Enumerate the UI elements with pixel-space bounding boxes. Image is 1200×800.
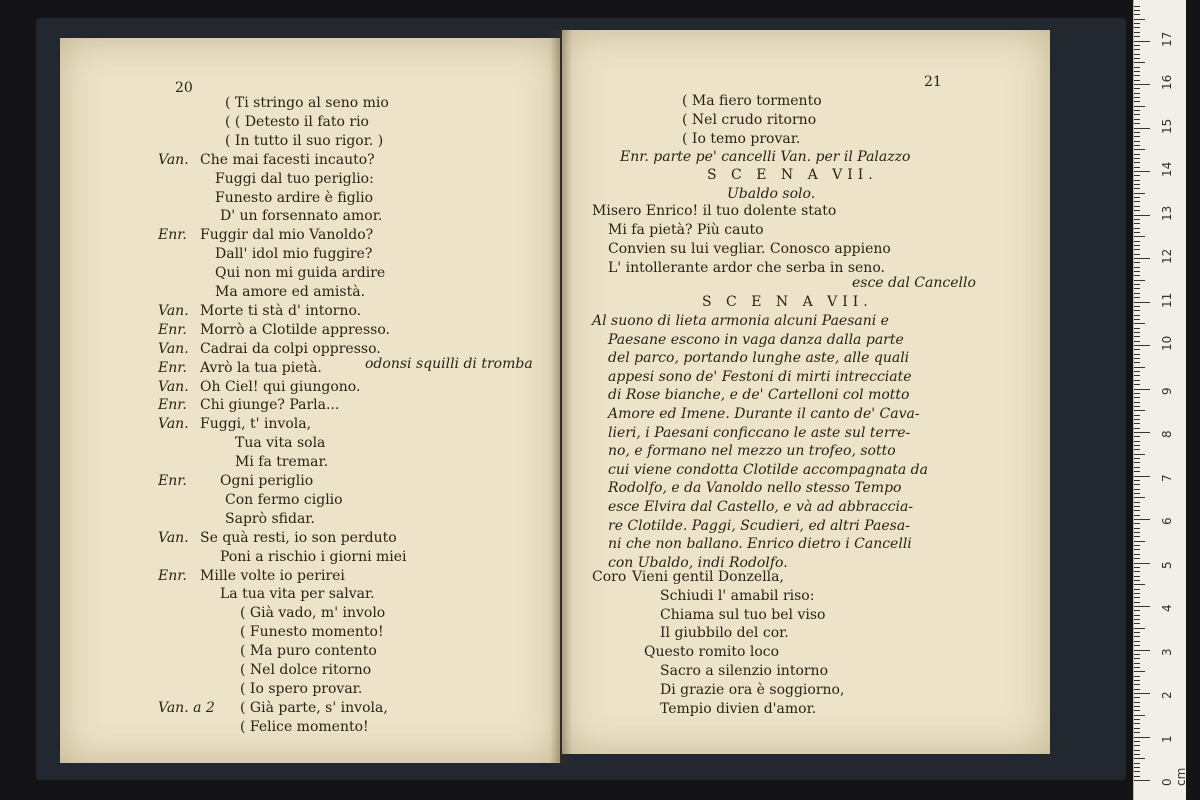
ruler-tick [1134, 645, 1140, 646]
ruler-tick [1134, 27, 1140, 28]
verse-line: Misero Enrico! il tuo dolente stato [592, 203, 837, 219]
verse-line: Se quà resti, io son perduto [200, 529, 397, 546]
ruler-tick [1134, 584, 1145, 585]
ruler-tick [1134, 271, 1140, 272]
ruler-tick [1134, 428, 1140, 429]
stage-direction-line: Paesane escono in vaga danza dalla parte [608, 331, 904, 348]
ruler-tick [1134, 49, 1140, 50]
verse-line: ( Nel dolce ritorno [240, 662, 372, 678]
ruler-tick [1134, 319, 1140, 320]
verse-line: Saprò sfidar. [225, 510, 315, 527]
book-gutter [550, 30, 572, 765]
speaker-label: Enr. [158, 473, 187, 489]
ruler-tick [1134, 632, 1140, 633]
verse-line: ( Nel crudo ritorno [682, 112, 817, 128]
verse-line: ( In tutto il suo rigor. ) [225, 132, 384, 149]
ruler-tick [1134, 228, 1140, 229]
ruler-tick [1134, 245, 1140, 246]
ruler-tick [1134, 162, 1140, 163]
ruler-tick [1134, 650, 1150, 651]
ruler-label: 3 [1160, 647, 1174, 656]
verse-line: Il giubbilo del cor. [660, 625, 789, 642]
stage-direction: odonsi squilli di tromba [365, 355, 533, 372]
verse-line: Ma amore ed amistà. [215, 284, 366, 300]
ruler-tick [1134, 141, 1140, 142]
stage-direction-line: Rodolfo, e da Vanoldo nello stesso Tempo [608, 480, 902, 497]
stage-direction-line: di Rose bianche, e de' Cartelloni col motto [608, 387, 910, 404]
ruler-tick [1134, 441, 1140, 442]
ruler-tick [1134, 471, 1140, 472]
ruler-tick [1134, 132, 1140, 133]
ruler-tick [1134, 184, 1140, 185]
ruler-tick [1134, 45, 1140, 46]
ruler-tick [1134, 558, 1140, 559]
ruler-tick [1134, 249, 1140, 250]
verse-line: Di grazie ora è soggiorno, [660, 681, 845, 698]
ruler-label: 0 cm [1160, 767, 1188, 786]
stage-direction-line: con Ubaldo, indi Rodolfo. [608, 554, 788, 571]
ruler-tick [1134, 384, 1140, 385]
ruler-tick [1134, 110, 1140, 111]
ruler-tick [1134, 288, 1140, 289]
ruler-tick [1134, 219, 1140, 220]
verse-line: Poni a rischio i giorni miei [220, 548, 407, 565]
verse-line: Avrò la tua pietà. [200, 359, 322, 376]
ruler-tick [1134, 402, 1140, 403]
verse-line: Dall' idol mio fuggire? [215, 246, 373, 263]
ruler-tick [1134, 541, 1145, 542]
ruler-tick [1134, 697, 1140, 698]
ruler-tick [1134, 88, 1140, 89]
verse-line: Qui non mi guida ardire [215, 265, 386, 282]
verse-line: Chiama sul tuo bel viso [660, 606, 826, 623]
ruler-tick [1134, 397, 1140, 398]
ruler-tick [1134, 297, 1140, 298]
ruler-tick [1134, 362, 1140, 363]
ruler-tick [1134, 754, 1140, 755]
ruler-tick [1134, 136, 1140, 137]
ruler-tick [1134, 341, 1140, 342]
ruler-tick [1134, 310, 1140, 311]
ruler-tick [1134, 554, 1140, 555]
ruler-tick [1134, 758, 1145, 759]
verse-line: ( Felice momento! [240, 718, 369, 735]
speaker-label: Van. [158, 378, 189, 395]
ruler-tick [1134, 589, 1140, 590]
ruler-tick [1134, 201, 1140, 202]
ruler-tick [1134, 667, 1140, 668]
speaker-label: Van. [158, 529, 189, 546]
ruler-tick [1134, 236, 1145, 237]
ruler-tick [1134, 23, 1140, 24]
verse-line: ( Ma fiero tormento [682, 93, 822, 109]
ruler-tick [1134, 458, 1140, 459]
ruler-tick [1134, 771, 1140, 772]
scene-heading: S C E N A VII. [707, 167, 878, 183]
ruler-tick [1134, 354, 1140, 355]
ruler-tick [1134, 449, 1140, 450]
ruler-tick [1134, 371, 1140, 372]
ruler-tick [1134, 258, 1150, 259]
speaker-label: Enr. [158, 397, 187, 414]
verse-line: ( Ma puro contento [240, 643, 377, 660]
ruler-tick [1134, 628, 1145, 629]
stage-direction-line: del parco, portando lunghe aste, alle quali [608, 350, 910, 367]
speaker-label: Van. [158, 340, 189, 357]
ruler-tick [1134, 67, 1140, 68]
ruler-label: 6 [1160, 517, 1174, 525]
ruler-label: 9 [1160, 386, 1174, 395]
speaker-label: Van. [158, 151, 189, 168]
verse-line: Schiudi l' amabil riso: [660, 587, 815, 604]
ruler-tick [1134, 393, 1140, 394]
ruler-tick [1134, 610, 1140, 611]
ruler-tick [1134, 145, 1140, 146]
ruler-tick [1134, 93, 1140, 94]
ruler-tick [1134, 375, 1140, 376]
ruler-tick [1134, 780, 1150, 781]
ruler-tick [1134, 358, 1140, 359]
ruler-tick [1134, 567, 1140, 568]
speaker-label: Enr. [158, 227, 187, 244]
ruler-tick [1134, 423, 1140, 424]
ruler-tick [1134, 210, 1140, 211]
ruler-label: 15 [1160, 118, 1174, 134]
ruler-tick [1134, 154, 1140, 155]
ruler-tick [1134, 267, 1140, 268]
ruler-tick [1134, 693, 1150, 694]
ruler-tick [1134, 328, 1140, 329]
ruler-tick [1134, 349, 1140, 350]
verse-line: ( Ti stringo al seno mio [225, 95, 389, 111]
ruler-tick [1134, 776, 1140, 777]
ruler-tick [1134, 641, 1140, 642]
ruler-tick [1134, 476, 1150, 477]
ruler-tick [1134, 54, 1140, 55]
verse-line: Fuggi, t' invola, [200, 416, 312, 433]
ruler-tick [1134, 571, 1140, 572]
ruler-tick [1134, 493, 1140, 494]
verse-line: Ogni periglio [220, 473, 314, 489]
ruler-tick [1134, 180, 1140, 181]
ruler-tick [1134, 623, 1140, 624]
ruler-label: 8 [1160, 430, 1174, 438]
stage-direction: esce dal Cancello [852, 275, 976, 291]
ruler-tick [1134, 523, 1140, 524]
verse-line: Che mai facesti incauto? [200, 151, 375, 168]
ruler-tick [1134, 515, 1140, 516]
ruler-tick [1134, 410, 1145, 411]
ruler-tick [1134, 97, 1140, 98]
measuring-ruler [1133, 0, 1186, 800]
ruler-tick [1134, 32, 1140, 33]
ruler-tick [1134, 593, 1140, 594]
ruler-tick [1134, 158, 1140, 159]
ruler-tick [1134, 10, 1140, 11]
ruler-tick [1134, 702, 1140, 703]
ruler-tick [1134, 58, 1140, 59]
ruler-tick [1134, 706, 1140, 707]
ruler-tick [1134, 619, 1140, 620]
ruler-tick [1134, 597, 1140, 598]
ruler-tick [1134, 606, 1150, 607]
ruler-tick [1134, 262, 1140, 263]
ruler-tick [1134, 332, 1140, 333]
verse-line: Funesto ardire è figlio [215, 189, 374, 206]
verse-line: ( Funesto momento! [240, 624, 384, 641]
ruler-tick [1134, 454, 1145, 455]
ruler-tick [1134, 676, 1140, 677]
verse-line: Fuggi dal tuo periglio: [215, 170, 374, 187]
speaker-label: Van. [158, 302, 189, 319]
verse-line: D' un forsennato amor. [220, 208, 383, 225]
ruler-tick [1134, 689, 1140, 690]
verse-line: Con fermo ciglio [225, 491, 343, 508]
ruler-tick [1134, 545, 1140, 546]
ruler-tick [1134, 536, 1140, 537]
ruler-tick [1134, 323, 1145, 324]
ruler-tick [1134, 658, 1140, 659]
ruler-tick [1134, 741, 1140, 742]
speaker-label: Enr. [158, 359, 187, 376]
ruler-label: 5 [1160, 560, 1174, 569]
ruler-tick [1134, 663, 1140, 664]
ruler-tick [1134, 432, 1150, 433]
ruler-tick [1134, 576, 1140, 577]
ruler-tick [1134, 62, 1145, 63]
ruler-tick [1134, 345, 1150, 346]
verse-line: ( Già vado, m' involo [240, 605, 386, 622]
ruler-label: 16 [1160, 74, 1174, 90]
ruler-tick [1134, 19, 1145, 20]
ruler-tick [1134, 528, 1140, 529]
stage-direction-line: esce Elvira dal Castello, e và ad abbraccia- [608, 499, 914, 515]
ruler-tick [1134, 419, 1140, 420]
ruler-tick [1134, 502, 1140, 503]
ruler-tick [1134, 149, 1145, 150]
ruler-tick [1134, 510, 1140, 511]
ruler-tick [1134, 175, 1140, 176]
ruler-tick [1134, 462, 1140, 463]
ruler-tick [1134, 671, 1145, 672]
ruler-tick [1134, 123, 1140, 124]
ruler-label: 13 [1160, 205, 1174, 221]
ruler-tick [1134, 284, 1140, 285]
verse-line: Vieni gentil Donzella, [632, 569, 784, 585]
stage-direction-line: appesi sono de' Festoni di mirti intrecciate [608, 368, 912, 385]
verse-line: ( ( Detesto il fato rio [225, 113, 369, 130]
right-page [562, 30, 1050, 754]
stage-direction-line: re Clotilde. Paggi, Scudieri, ed altri Paesa- [608, 517, 910, 534]
ruler-tick [1134, 71, 1140, 72]
verse-line: ( Io temo provar. [682, 131, 801, 147]
ruler-tick [1134, 684, 1140, 685]
ruler-tick [1134, 532, 1140, 533]
ruler-tick [1134, 188, 1140, 189]
ruler-tick [1134, 654, 1140, 655]
scene-subtitle: Ubaldo solo. [727, 186, 816, 202]
ruler-tick [1134, 615, 1140, 616]
ruler-tick [1134, 549, 1140, 550]
speaker-label: Enr. [158, 567, 187, 584]
ruler-tick [1134, 193, 1145, 194]
verse-line: Mille volte io perirei [200, 567, 345, 584]
ruler-tick [1134, 336, 1140, 337]
ruler-label: 10 [1160, 335, 1174, 351]
ruler-tick [1134, 506, 1140, 507]
ruler-tick [1134, 114, 1140, 115]
ruler-tick [1134, 293, 1140, 294]
ruler-tick [1134, 215, 1150, 216]
ruler-tick [1134, 223, 1140, 224]
ruler-tick [1134, 241, 1140, 242]
ruler-tick [1134, 406, 1140, 407]
page-number: 21 [924, 74, 942, 90]
ruler-tick [1134, 101, 1140, 102]
ruler-tick [1134, 723, 1140, 724]
verse-line: Fuggir dal mio Vanoldo? [200, 227, 374, 244]
verse-line: Oh Ciel! qui giungono. [200, 378, 361, 395]
left-page [60, 38, 560, 763]
verse-line: ( Io spero provar. [240, 680, 363, 697]
ruler-tick [1134, 14, 1140, 15]
ruler-tick [1134, 306, 1140, 307]
ruler-tick [1134, 128, 1150, 129]
verse-line: Sacro a silenzio intorno [660, 663, 829, 679]
verse-line: Mi fa tremar. [235, 454, 329, 471]
page-number: 20 [175, 80, 193, 96]
ruler-tick [1134, 728, 1140, 729]
ruler-tick [1134, 275, 1140, 276]
ruler-tick [1134, 167, 1140, 168]
ruler-tick [1134, 484, 1140, 485]
stage-direction-line: Amore ed Imene. Durante il canto de' Cava- [608, 406, 920, 422]
ruler-tick [1134, 737, 1150, 738]
ruler-tick [1134, 119, 1140, 120]
ruler-tick [1134, 436, 1140, 437]
verse-line: Mi fa pietà? Più cauto [608, 222, 764, 238]
ruler-tick [1134, 367, 1145, 368]
speaker-label: Van. [158, 416, 189, 433]
ruler-label: 11 [1160, 292, 1174, 308]
ruler-label: 7 [1160, 473, 1174, 482]
ruler-tick [1134, 75, 1140, 76]
ruler-tick [1134, 467, 1140, 468]
ruler-tick [1134, 6, 1140, 7]
ruler-tick [1134, 84, 1150, 85]
ruler-tick [1134, 519, 1150, 520]
stage-direction-line: Al suono di lieta armonia alcuni Paesani e [592, 313, 889, 329]
ruler-tick [1134, 750, 1140, 751]
verse-line: Tempio divien d'amor. [660, 700, 817, 717]
verse-line: Convien su lui vegliar. Conosco appieno [608, 241, 891, 257]
ruler-tick [1134, 580, 1140, 581]
stage-direction-line: no, e formano nel mezzo un trofeo, sotto [608, 443, 896, 460]
ruler-label: 14 [1160, 161, 1174, 177]
ruler-tick [1134, 41, 1150, 42]
verse-line: L' intollerante ardor che serba in seno. [608, 260, 885, 276]
ruler-tick [1134, 232, 1140, 233]
ruler-tick [1134, 171, 1150, 172]
verse-line: Morte ti stà d' intorno. [200, 302, 362, 319]
ruler-tick [1134, 680, 1140, 681]
verse-line: Cadrai da colpi oppresso. [200, 340, 381, 357]
ruler-tick [1134, 80, 1140, 81]
ruler-tick [1134, 763, 1140, 764]
verse-line: ( Già parte, s' involа, [240, 699, 388, 716]
ruler-tick [1134, 489, 1140, 490]
ruler-tick [1134, 745, 1140, 746]
verse-line: Chi giunge? Parla... [200, 397, 340, 414]
ruler-label: 2 [1160, 691, 1174, 699]
ruler-tick [1134, 445, 1140, 446]
stage-direction-line: ni che non ballano. Enrico dietro i Cancelli [608, 536, 912, 553]
ruler-tick [1134, 563, 1150, 564]
ruler-label: 17 [1160, 31, 1174, 47]
speaker-label: Coro [592, 569, 627, 585]
speaker-label: Van. a 2 [158, 699, 215, 716]
verse-line: La tua vita per salvar. [220, 586, 375, 603]
ruler-tick [1134, 389, 1150, 390]
ruler-tick [1134, 710, 1140, 711]
ruler-tick [1134, 732, 1140, 733]
ruler-tick [1134, 415, 1140, 416]
ruler-tick [1134, 254, 1140, 255]
ruler-tick [1134, 206, 1140, 207]
ruler-tick [1134, 280, 1145, 281]
ruler-tick [1134, 480, 1140, 481]
ruler-tick [1134, 497, 1145, 498]
verse-line: Questo romito loco [644, 644, 780, 661]
ruler-tick [1134, 302, 1150, 303]
ruler-tick [1134, 380, 1140, 381]
speaker-label: Enr. [158, 321, 187, 338]
ruler-tick [1134, 715, 1145, 716]
ruler-tick [1134, 602, 1140, 603]
ruler-label: 4 [1160, 604, 1174, 612]
verse-line: Morrò a Clotilde appresso. [200, 321, 390, 338]
ruler-tick [1134, 636, 1140, 637]
verse-line: Tua vita sola [235, 435, 326, 452]
ruler-tick [1134, 197, 1140, 198]
ruler-tick [1134, 315, 1140, 316]
stage-direction-line: lieri, i Paesani conficcano le aste sul terre- [608, 424, 911, 441]
scene-heading: S C E N A VII. [702, 294, 873, 310]
stage-direction: Enr. parte pe' cancelli Van. per il Palazzo [620, 149, 911, 165]
ruler-label: 12 [1160, 248, 1174, 264]
ruler-tick [1134, 36, 1140, 37]
ruler-tick [1134, 719, 1140, 720]
ruler-tick [1134, 106, 1145, 107]
ruler-label: 1 [1160, 734, 1174, 743]
ruler-tick [1134, 767, 1140, 768]
stage-direction-line: cui viene condotta Clotilde accompagnata da [608, 461, 928, 478]
